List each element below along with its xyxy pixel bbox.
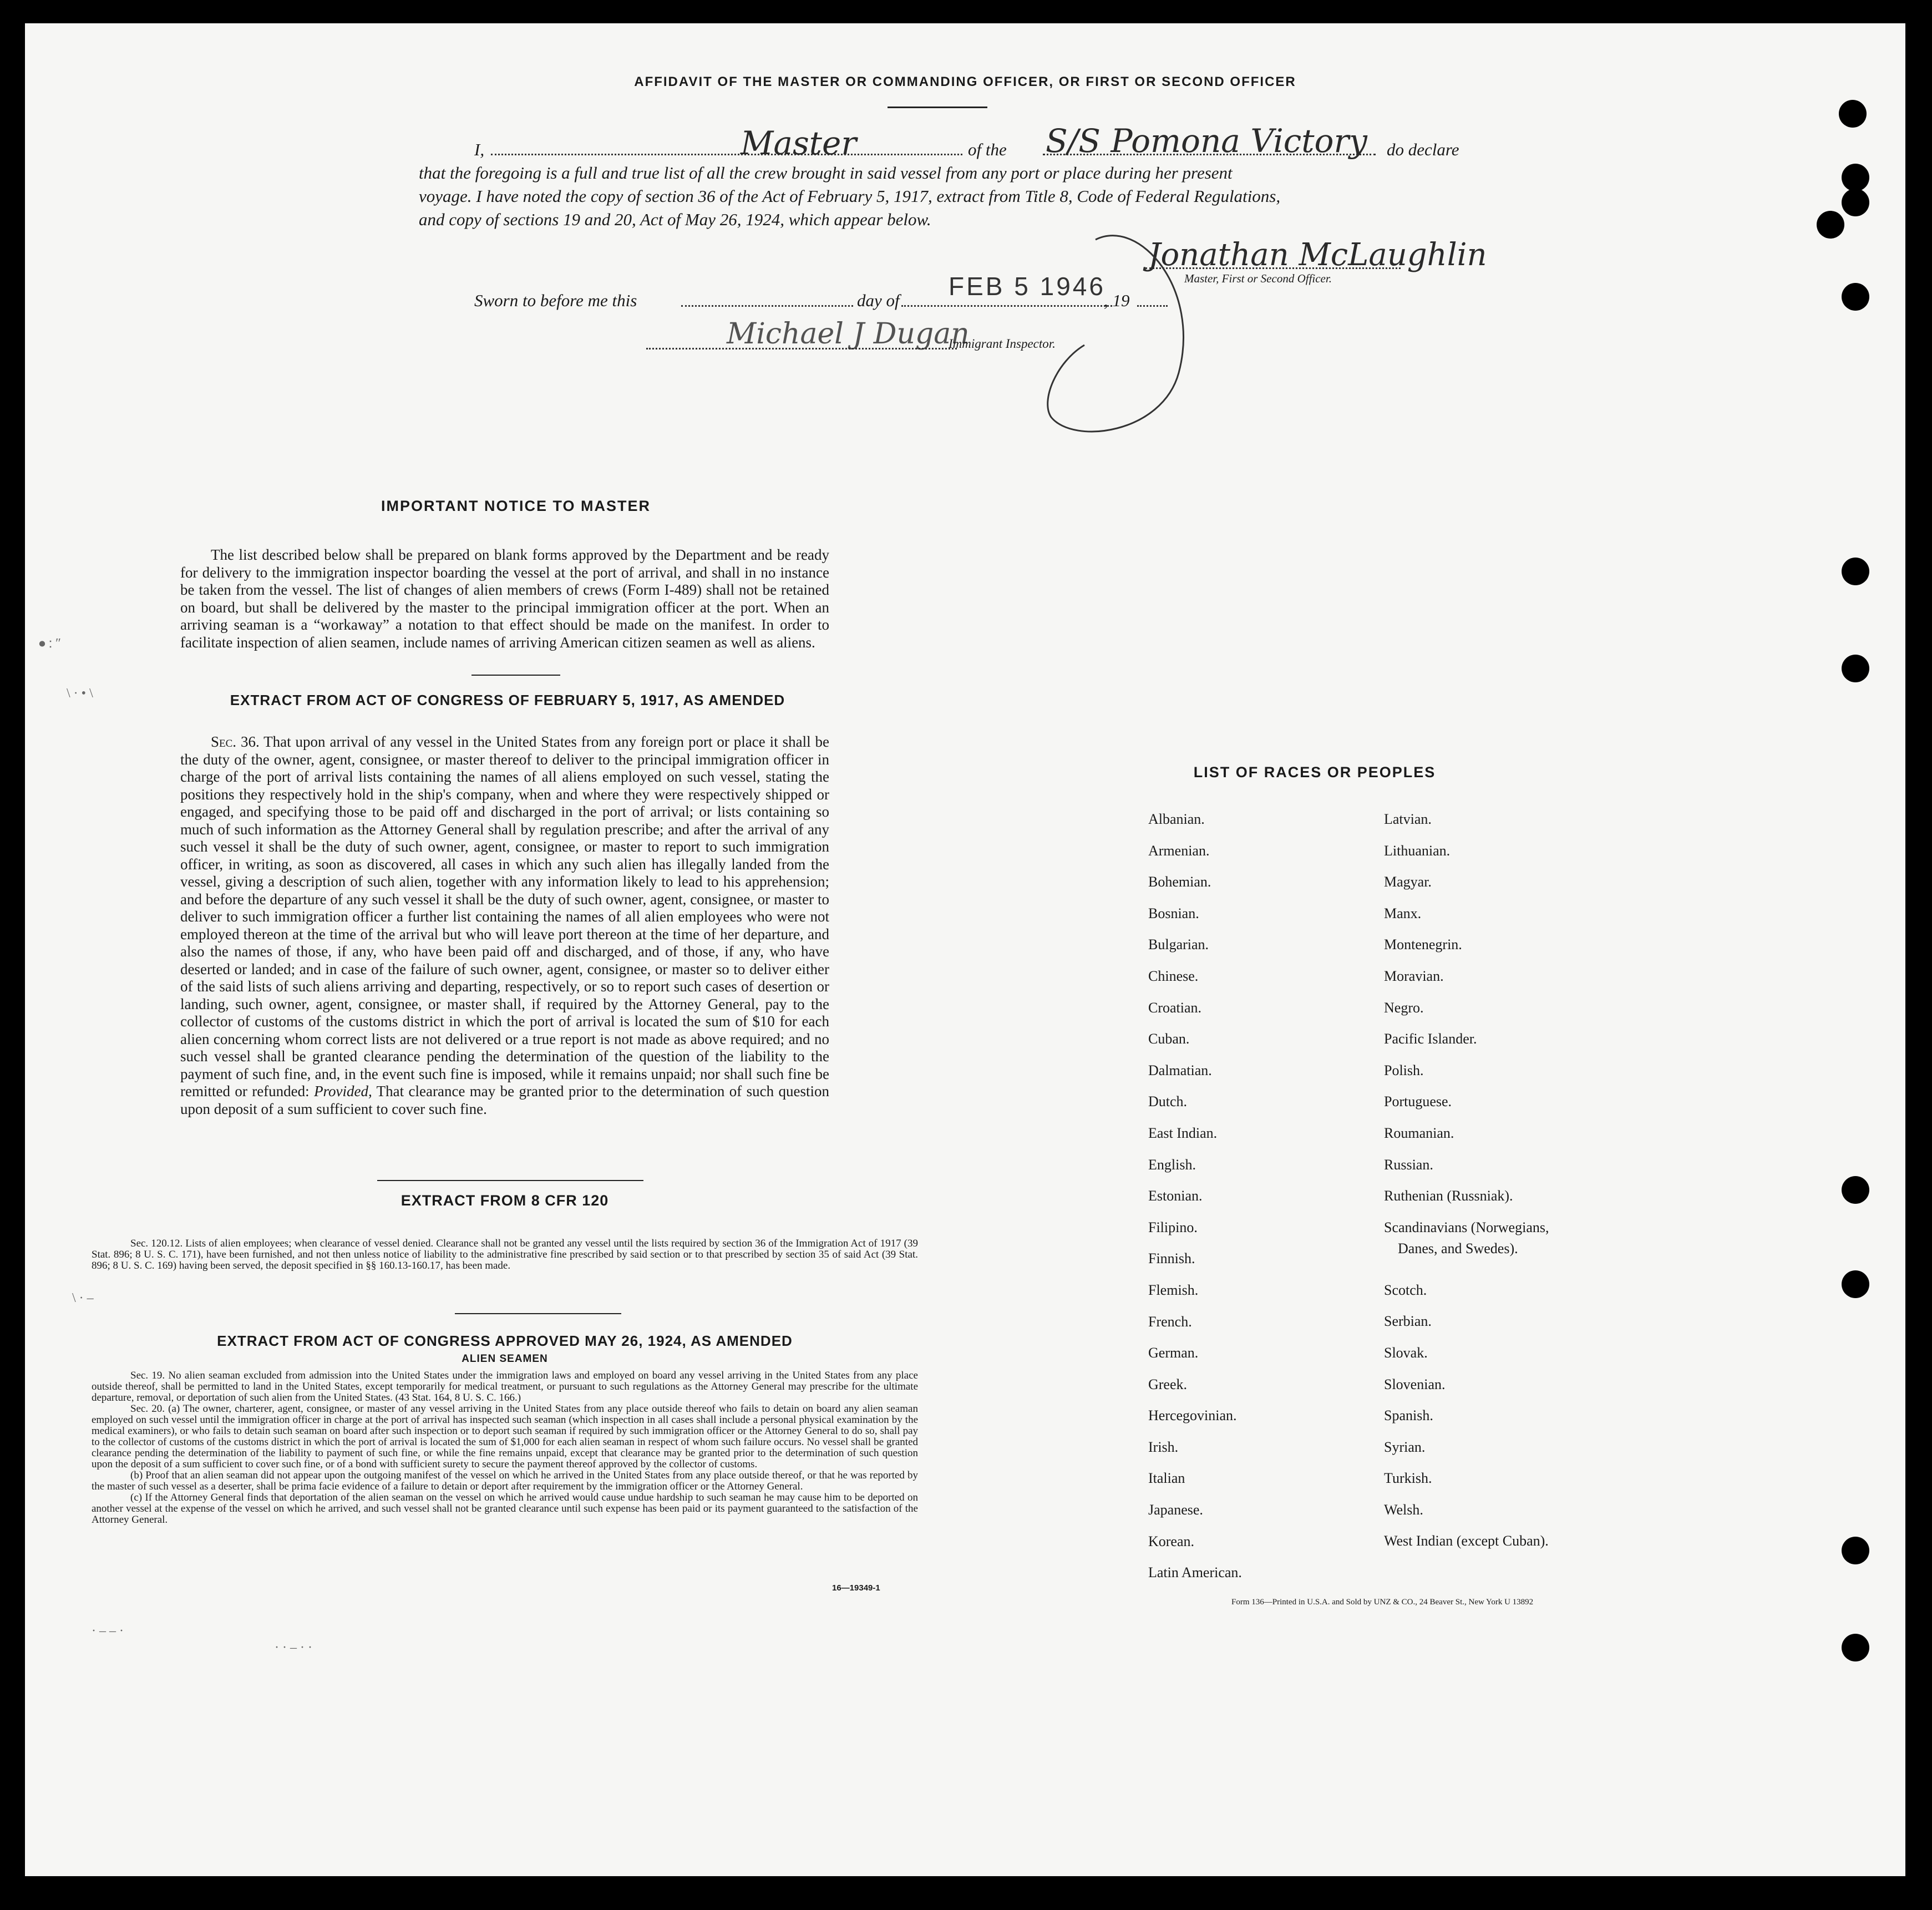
margin-mark: \ · • \: [67, 686, 93, 701]
race-item: Armenian.: [1148, 842, 1210, 859]
margin-mark: · · – · ·: [275, 1640, 312, 1655]
races-title: LIST OF RACES OR PEOPLES: [1193, 764, 1436, 781]
race-item: Latin American.: [1148, 1564, 1242, 1581]
race-item: Bohemian.: [1148, 874, 1211, 890]
extract-1917-body: [180, 733, 829, 1118]
race-item: Manx.: [1384, 905, 1422, 921]
inspector-caption: Immigrant Inspector.: [949, 337, 1056, 351]
sec-19-text: Sec. 19. No alien seaman excluded from admission into the United States under the immigration laws and employed on board any vessel arriving in the United States from any place outside thereof, shall be permitted to land in the United States, except temporarily for medical treatment, or pursuant to such regulations as the Attorney General may prescribe for the ultimate departure, removal, or deportation of such alien from the United States. (43 Stat. 164, 8 U. S. C. 166.): [92, 1370, 918, 1404]
races-column-1: [1148, 811, 1242, 1596]
punch-hole: [1842, 655, 1869, 682]
race-item: Estonian.: [1148, 1188, 1203, 1204]
printer-footer: Form 136—Printed in U.S.A. and Sold by UNZ & CO., 24 Beaver St., New York U 13892: [1231, 1598, 1534, 1607]
race-item: Portuguese.: [1384, 1093, 1452, 1110]
sec-36-label: Sec. 36.: [211, 733, 260, 750]
race-item: Bosnian.: [1148, 905, 1199, 921]
cfr-body: Sec. 120.12. Lists of alien employees; when clearance of vessel denied. Clearance shall not be granted any vessel until the lists required by section 36 of the Immigration Act of 1917 (39 Stat. 896; 8 U. S. C. 171), have been furnished, and not then unless notice of liability to the administrative fine prescribed by said section or to that prescribed by section 35 of said Act (39 Stat. 896; 8 U. S. C. 169) having been served, the deposit specified in §§ 160.13-160.17, has been made.: [92, 1238, 918, 1271]
nineteen-text: , 19: [1104, 291, 1130, 310]
race-item: Polish.: [1384, 1062, 1424, 1078]
race-item: Dalmatian.: [1148, 1062, 1212, 1078]
handwritten-vessel: S/S Pomona Victory: [1046, 122, 1367, 160]
cfr-title: EXTRACT FROM 8 CFR 120: [400, 1192, 609, 1209]
race-item: German.: [1148, 1345, 1199, 1361]
race-item: Filipino.: [1148, 1219, 1198, 1235]
provided-word: Provided,: [314, 1083, 372, 1100]
race-item: Roumanian.: [1384, 1124, 1454, 1141]
race-item: Moravian.: [1384, 967, 1444, 984]
punch-hole: [1817, 211, 1844, 239]
race-item: Croatian.: [1148, 999, 1202, 1016]
affidavit-of-the: of the: [968, 140, 1007, 159]
extract-1924-title: EXTRACT FROM ACT OF CONGRESS APPROVED MAY 26, 1924, AS AMENDED: [217, 1333, 793, 1349]
punch-hole: [1842, 164, 1869, 191]
sec-36-text: That upon arrival of any vessel in the United States from any foreign port or place it shall be the duty of the owner, agent, consignee, or master thereof to deliver to the principal immigration officer in charge of the port of arrival lists containing the names of all aliens employed on such vessel, stating the positions they respectively hold in the ship's company, when and where they were respectively shipped or engaged, and specifying those to be paid off and discharged in the port of arrival; or lists containing so much of such information as the Attorney General shall by regulation prescribe; and after the arrival of any such vessel it shall be the duty of such owner, agent, consignee, or master to report to such immigration officer, in writing, as soon as discovered, all cases in which any such alien has illegally landed from the vessel, giving a description of such alien, together with any information likely to lead to his apprehension; and before the departure of any such vessel it shall be the duty of such owner, agent, consignee, or master to deliver to such immigration officer a further list containing the names of all alien employees who were not employed thereon at the time of the arrival but who will leave port thereon at the time of her departure, and also the names of those, if any, who have been paid off and discharged, and of those, if any, who have deserted or landed; and in case of the failure of such owner, agent, consignee, or master so to deliver either of the said lists of such aliens arriving and departing, respectively, or so to report such cases of desertion or landing, such owner, agent, consignee, or master shall, if required by the Attorney General, pay to the collector of customs of the customs district in which the port of arrival is located the sum of $10 for each alien concerning whom correct lists are not delivered or a true report is not made as above required; and no such vessel shall be granted clearance pending the determination of the question of the liability to the payment of such fine, and, in the event such fine is imposed, while it remains unpaid; nor shall such fine be remitted or refunded:: [180, 733, 829, 1100]
race-item: Slovak.: [1384, 1344, 1428, 1361]
extract-1924-body: [92, 1370, 918, 1526]
race-item: Ruthenian (Russniak).: [1384, 1188, 1513, 1204]
sec-20c-text: (c) If the Attorney General finds that deportation of the alien seaman on the vessel on which he arrived would cause undue hardship to such seaman he may cause him to be deported on another vessel at the expense of the vessel on which he arrived, and such vessel shall not be granted clearance until such expense has been paid or its payment guaranteed to the satisfaction of the Attorney General.: [92, 1492, 918, 1526]
race-item: West Indian (except Cuban).: [1384, 1533, 1549, 1549]
date-stamp: FEB 5 1946: [949, 272, 1106, 301]
race-item: Dutch.: [1148, 1093, 1188, 1110]
margin-mark: ⦁ ∶ ″: [39, 636, 61, 651]
margin-mark: \ · –: [72, 1291, 94, 1305]
print-code: 16—19349-1: [832, 1583, 880, 1593]
handwritten-inspector: Michael J Dugan: [727, 317, 970, 351]
notice-title: IMPORTANT NOTICE TO MASTER: [381, 498, 651, 514]
race-item: English.: [1148, 1156, 1196, 1173]
punch-hole: [1842, 558, 1869, 585]
race-item: Bulgarian.: [1148, 936, 1209, 953]
affidavit-line-4: and copy of sections 19 and 20, Act of May 26, 1924, which appear below.: [419, 210, 931, 229]
race-item: Turkish.: [1384, 1470, 1432, 1487]
race-item: Irish.: [1148, 1438, 1179, 1455]
margin-mark: · – – ·: [92, 1624, 124, 1638]
sworn-day-line: [681, 305, 853, 307]
sworn-text: Sworn to before me this: [474, 291, 637, 310]
race-item: Pacific Islander.: [1384, 1031, 1477, 1047]
race-item: Lithuanian.: [1384, 842, 1451, 859]
race-item: Scotch.: [1384, 1281, 1427, 1298]
race-item: Montenegrin.: [1384, 936, 1462, 953]
punch-hole: [1842, 1176, 1869, 1204]
race-item: Welsh.: [1384, 1501, 1423, 1518]
punch-hole: [1842, 1537, 1869, 1564]
extract-1917-title: EXTRACT FROM ACT OF CONGRESS OF FEBRUARY 5, 1917, AS AMENDED: [230, 692, 785, 708]
sec-20a-text: Sec. 20. (a) The owner, charterer, agent, consignee, or master of any vessel arriving in the United States from any place outside thereof who fails to detain on board any alien seaman employed on such vessel until the immigration officer in charge at the port of arrival has inspected such seaman (which inspection in all cases shall include a personal physical examination by the medical examiners), or who fails to detain such seaman on board after such inspection or to deport such seaman if required by such immigration officer or the Attorney General to do so, shall pay to the collector of customs of the customs district in which the port of arrival is located the sum of $1,000 for each alien seaman in respect of whom such failure occurs. No vessel shall be granted clearance pending the determination of the liability to payment of such fine, or while the fine remains unpaid, except that clearance may be granted prior to the determination of such question upon the deposit of a sum sufficient to cover such fine, or of a bond with sufficient surety to secure the payment thereof approved by the collector of customs.: [92, 1403, 918, 1470]
race-item: Latvian.: [1384, 811, 1432, 827]
race-item: Chinese.: [1148, 967, 1199, 984]
race-item: Cuban.: [1148, 1031, 1190, 1047]
affidavit-title: AFFIDAVIT OF THE MASTER OR COMMANDING OFFICER, OR FIRST OR SECOND OFFICER: [634, 74, 1296, 89]
race-item: Negro.: [1384, 999, 1424, 1016]
document-page: [25, 23, 1905, 1876]
master-fill-line: [491, 154, 962, 155]
extract-1917-rule: [377, 1180, 643, 1181]
race-item: French.: [1148, 1313, 1192, 1330]
affidavit-do-declare: do declare: [1387, 140, 1459, 159]
affidavit-line-3: voyage. I have noted the copy of section 36 of the Act of February 5, 1917, extract from Title 8, Code of Federal Regulations,: [419, 186, 1281, 206]
cfr-rule: [455, 1313, 621, 1314]
affidavit-i: I,: [474, 140, 485, 159]
race-item: Hercegovinian.: [1148, 1407, 1237, 1424]
races-column-2: [1384, 811, 1549, 1564]
race-item: Slovenian.: [1384, 1376, 1446, 1392]
day-of-text: day of: [857, 291, 900, 310]
race-item: Flemish.: [1148, 1281, 1199, 1298]
handwritten-master: Master: [741, 124, 857, 162]
race-item: Russian.: [1384, 1156, 1433, 1173]
notice-body: The list described below shall be prepared on blank forms approved by the Department and be ready for delivery to the immigration inspector boarding the vessel at the port of arrival, and shall in no instance be taken from the vessel. The list of changes of alien members of crews (Form I-489) shall not be retained on board, but shall be delivered by the master to the principal immigration officer at the port. When an arriving seaman is a “workaway” a notation to that effect should be made on the manifest. In order to facilitate inspection of alien seamen, include names of arriving American citizen seamen as well as aliens.: [180, 546, 829, 651]
race-item: Serbian.: [1384, 1313, 1432, 1330]
master-caption: Master, First or Second Officer.: [1184, 272, 1332, 285]
notice-rule: [471, 675, 560, 676]
sec-20b-text: (b) Proof that an alien seaman did not appear upon the outgoing manifest of the vessel on which he arrived in the United States from any place outside thereof, or that he was reported by the master of such vessel as a deserter, shall be prima facie evidence of a failure to detain or deport after requirement by the immigration officer or the Attorney General.: [92, 1470, 918, 1492]
race-item: East Indian.: [1148, 1124, 1218, 1141]
race-item: Danes, and Swedes).: [1398, 1240, 1518, 1257]
race-item: Magyar.: [1384, 874, 1432, 890]
title-rule: [888, 107, 987, 108]
race-item: Italian: [1148, 1470, 1185, 1487]
race-item: Korean.: [1148, 1533, 1195, 1549]
sec-36-end: That clearance may be granted prior to the determination of such question upon deposit of a sum sufficient to cover such fine.: [180, 1083, 830, 1117]
race-item: Spanish.: [1384, 1407, 1433, 1424]
handwritten-signature: Jonathan McLaughlin: [1148, 237, 1487, 273]
extract-1924-subtitle: ALIEN SEAMEN: [462, 1353, 548, 1365]
signature-flourish: [1018, 206, 1218, 450]
affidavit-line-2: that the foregoing is a full and true list of all the crew brought in said vessel from any port or place during her present: [419, 163, 1233, 183]
punch-hole: [1842, 189, 1869, 216]
punch-hole: [1842, 1270, 1869, 1298]
race-item: Greek.: [1148, 1376, 1188, 1392]
race-item: Albanian.: [1148, 811, 1205, 827]
race-item: Syrian.: [1384, 1438, 1426, 1455]
punch-hole: [1842, 283, 1869, 311]
punch-hole: [1842, 1634, 1869, 1661]
race-item: Finnish.: [1148, 1250, 1195, 1267]
punch-hole: [1839, 100, 1867, 128]
race-item: Scandinavians (Norwegians,: [1384, 1219, 1549, 1235]
race-item: Japanese.: [1148, 1502, 1203, 1518]
